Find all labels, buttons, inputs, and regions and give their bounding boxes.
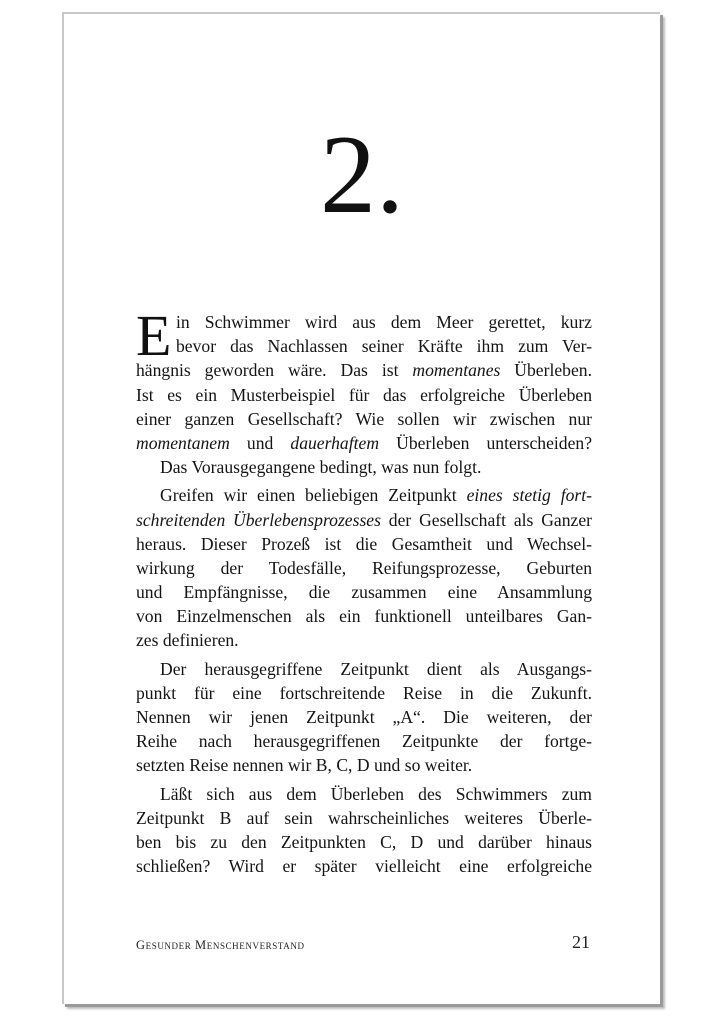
text-segment: Zeitpunkt B auf sein wahrscheinliches weiteres Überle- <box>136 807 592 828</box>
text-segment: setzten Reise nennen wir B, C, D und so weiter. <box>136 755 473 776</box>
text-line <box>136 657 592 681</box>
text-segment: von Einzelmenschen als ein funktionell unteilbares Gan- <box>136 606 592 627</box>
text-line <box>136 508 592 532</box>
text-line <box>136 782 592 806</box>
text-segment: schließen? Wird er später vielleicht eine erfolgreiche <box>136 856 592 877</box>
text-line <box>136 854 592 878</box>
running-title: Gesunder Menschenverstand <box>136 938 305 952</box>
text-segment: einer ganzen Gesellschaft? Wie sollen wir zwischen nur <box>136 408 592 429</box>
text-line <box>136 729 592 753</box>
text-line <box>136 556 592 580</box>
text-line <box>136 681 592 705</box>
text-segment: Überleben. <box>500 360 592 381</box>
drop-cap: E <box>136 303 172 368</box>
text-segment: bevor das Nachlassen seiner Kräfte ihm zum Ver- <box>176 336 592 357</box>
text-line <box>136 483 592 507</box>
text-segment: hängnis geworden wäre. Das ist <box>136 360 413 381</box>
text-line <box>136 604 592 628</box>
italic-text: schreitenden Überlebensprozesses <box>136 509 381 530</box>
text-line <box>136 310 592 334</box>
text-line <box>136 431 592 455</box>
text-line <box>136 806 592 830</box>
text-segment: zes definieren. <box>136 630 239 651</box>
chapter-number: 2. <box>320 113 404 237</box>
text-segment: Greifen wir einen beliebigen Zeitpunkt <box>160 485 467 506</box>
text-segment: Ist es ein Musterbeispiel für das erfolgreiche Überleben <box>136 384 592 405</box>
text-line <box>136 532 592 556</box>
text-segment: Das Vorausgegangene bedingt, was nun folgt. <box>160 457 482 478</box>
text-segment: Nennen wir jenen Zeitpunkt „A“. Die weiteren, der <box>136 707 592 727</box>
text-segment: wirkung der Todesfälle, Reifungsprozesse, Geburten <box>136 557 592 578</box>
italic-text: dauerhaftem <box>290 432 380 453</box>
book-page <box>62 12 660 1004</box>
text-line <box>136 358 592 382</box>
text-segment: in Schwimmer wird aus dem Meer gerettet, kurz <box>176 312 592 332</box>
page-number: 21 <box>572 932 590 952</box>
text-segment: punkt für eine fortschreitende Reise in die Zukunft. <box>136 682 592 703</box>
text-line <box>136 705 592 729</box>
text-line <box>136 383 592 407</box>
italic-text: eines stetig fort- <box>466 485 592 506</box>
text-line <box>136 407 592 431</box>
text-line <box>136 580 592 604</box>
text-segment: der Gesellschaft als Ganzer <box>380 509 592 530</box>
text-segment: Läßt sich aus dem Überleben des Schwimmers zum <box>160 783 592 804</box>
text-segment: und Empfängnisse, die zusammen eine Ansammlung <box>136 582 592 603</box>
text-segment: Überleben unterscheiden? <box>379 432 593 453</box>
text-segment: ben bis zu den Zeitpunkten C, D und darüber hinaus <box>136 831 592 852</box>
italic-text: momentanes <box>412 360 501 381</box>
text-segment: Der herausgegriffene Zeitpunkt dient als Ausgangs- <box>160 658 592 679</box>
text-line <box>136 334 592 358</box>
text-segment: Reihe nach herausgegriffenen Zeitpunkte der fortge- <box>136 731 592 752</box>
text-line <box>136 628 592 652</box>
body-text <box>136 303 593 878</box>
italic-text: momentanem <box>136 432 230 453</box>
text-line <box>136 830 592 854</box>
text-line <box>136 455 592 479</box>
text-line <box>136 753 592 777</box>
text-segment: und <box>229 432 291 453</box>
text-segment: heraus. Dieser Prozeß ist die Gesamtheit und Wechsel- <box>136 533 592 554</box>
